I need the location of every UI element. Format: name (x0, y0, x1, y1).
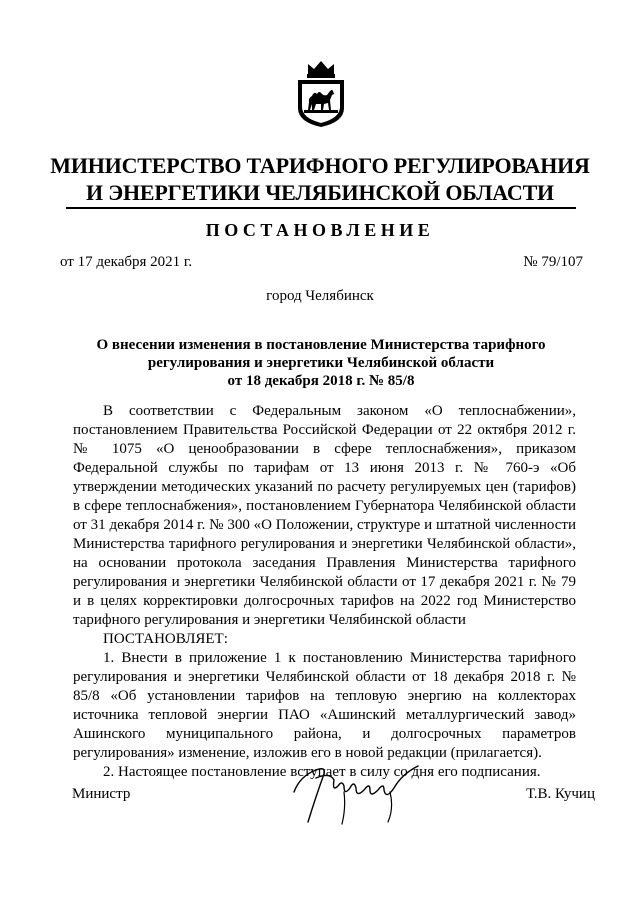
document-title-line2: регулирования и энергетики Челябинской области (147, 355, 495, 371)
document-number: № 79/107 (523, 254, 583, 270)
document-title-line1: О внесении изменения в постановление Министерства тарифного (96, 337, 546, 353)
ministry-name (40, 152, 600, 206)
document-type: ПОСТАНОВЛЕНИЕ (205, 220, 435, 240)
ministry-name-line2: И ЭНЕРГЕТИКИ ЧЕЛЯБИНСКОЙ ОБЛАСТИ (86, 180, 554, 205)
ministry-name-line1: МИНИСТЕРСТВО ТАРИФНОГО РЕГУЛИРОВАНИЯ (50, 153, 590, 178)
document-body (73, 402, 576, 782)
decree-word: ПОСТАНОВЛЯЕТ: (103, 631, 228, 647)
preamble-paragraph: В соответствии с Федеральным законом «О теплоснабжении», постановлением Правительства Российской Федерации от 22 октября 2012 г. № 1075 «О ценообразовании в сфере теплоснабжения», приказом Федеральной службы по тарифам от 13 июня 2013 г. № 760-э «Об утверждении методических указаний по расчету регулируемых цен (тарифов) в сфере теплоснабжения», постановлением Губернатора Челябинской области от 31 декабря 2014 г. № 300 «О Положении, структуре и штатной численности Министерства тарифного регулирования и энергетики Челябинской области», на основании протокола заседания Правления Министерства тарифного регулирования и энергетики Челябинской области от 17 декабря 2021 г. № 79 и в целях корректировки долгосрочных тарифов на 2022 год Министерство тарифного регулирования и энергетики Челябинской области (73, 403, 576, 628)
signatory-name: Т.В. Кучиц (526, 786, 595, 802)
coat-of-arms-icon (294, 60, 348, 128)
document-date: от 17 декабря 2021 г. (60, 254, 193, 270)
item-1-paragraph: 1. Внести в приложение 1 к постановлению Министерства тарифного регулирования и энергетики Челябинской области от 18 декабря 2018 г. № 85/8 «Об установлении тарифов на тепловую энергию на коллекторах источника тепловой энергии ПАО «Ашинский металлургический завод» Ашинского муниципального района, и долгосрочных параметров регулирования» изменение, изложив его в новой редакции (прилагается). (73, 650, 576, 761)
handwritten-signature (286, 752, 436, 832)
document-city: город Челябинск (266, 288, 374, 304)
document-title (96, 336, 546, 390)
document-title-line3: от 18 декабря 2018 г. № 85/8 (227, 373, 415, 389)
header-divider (66, 207, 576, 209)
item-2-paragraph: 2. Настоящее постановление вступает в силу со дня его подписания. (103, 764, 541, 780)
signatory-role: Министр (72, 786, 131, 802)
